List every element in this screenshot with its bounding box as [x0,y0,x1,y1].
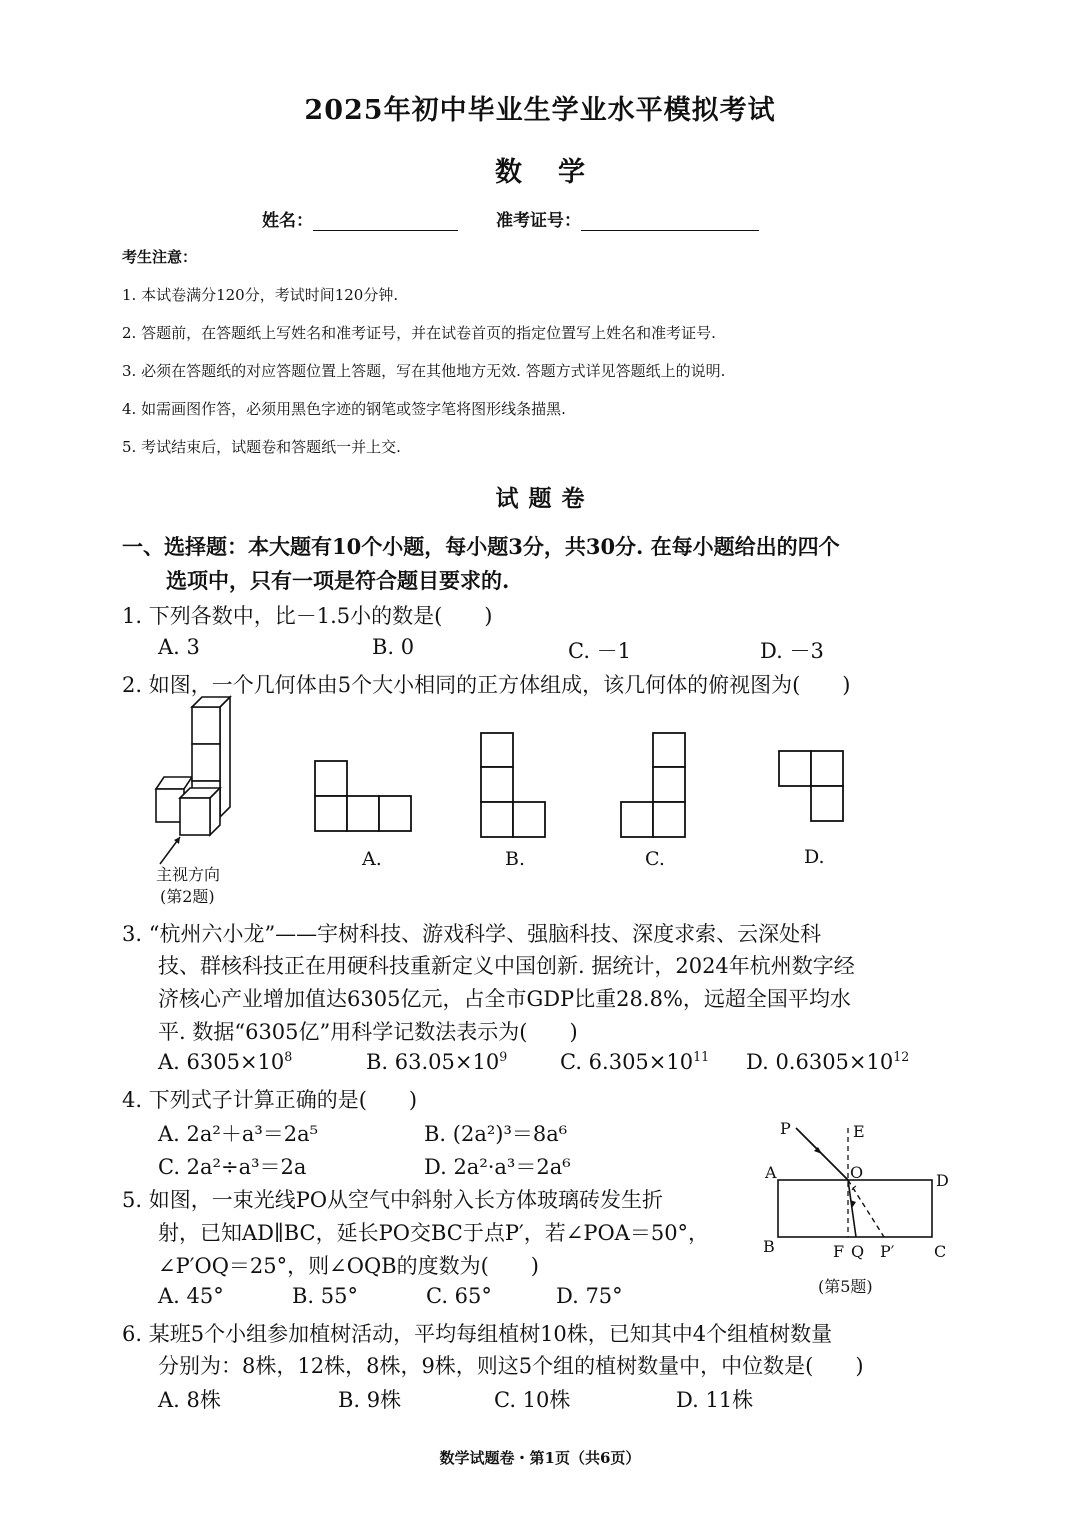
q3-option-a[interactable] [158,1050,292,1074]
part1-heading: 一、选择题：本大题有10个小题，每小题3分，共30分. 在每小题给出的四个 [122,534,840,559]
name-blank[interactable] [313,210,458,231]
q5-point-a: A [765,1163,777,1182]
name-label: 姓名： [262,211,313,231]
q6-option-a[interactable]: A. 8株 [158,1388,221,1412]
q5-point-o: O [850,1163,864,1182]
q1-option-c[interactable]: C. －1 [568,639,632,663]
q5-option-d[interactable]: D. 75° [556,1284,623,1308]
q3-option-b-exponent: 9 [499,1049,508,1064]
q2-option-a-figure[interactable] [314,760,412,832]
q2-option-d-figure[interactable] [778,750,844,822]
q5-point-d: D [936,1171,949,1190]
q2-option-b-figure[interactable] [480,732,546,838]
part1-heading-cont: 选项中，只有一项是符合题目要求的. [166,568,510,593]
notice-item: 4. 如需画图作答，必须用黑色字迹的钢笔或签字笔将图形线条描黑. [122,400,566,418]
q4-option-b[interactable]: B. (2a²)³＝8a⁶ [424,1122,568,1146]
q4-option-c[interactable]: C. 2a²÷a³＝2a [158,1155,307,1179]
q3-option-b[interactable] [366,1050,507,1074]
q3-option-d[interactable] [746,1050,909,1074]
notice-item: 5. 考试结束后，试题卷和答题纸一并上交. [122,438,401,456]
q6-option-b[interactable]: B. 9株 [338,1388,402,1412]
q2-option-c[interactable]: C. [645,848,665,870]
q4-option-d[interactable]: D. 2a²·a³＝2a⁶ [424,1155,571,1179]
q5-point-b: B [763,1237,775,1256]
q5-line-3: ∠P′OQ＝25°，则∠OQB的度数为( ) [158,1254,539,1278]
notice-item: 2. 答题前，在答题纸上写姓名和准考证号，并在试卷首页的指定位置写上姓名和准考证号. [122,324,716,342]
q5-figure-caption: (第5题) [818,1277,873,1296]
exam-title: 2025年初中毕业生学业水平模拟考试 [304,95,776,126]
q5-point-p-prime: P′ [880,1242,895,1261]
q2-front-view-label: 主视方向 [156,865,221,884]
q3-line-4: 平. 数据“6305亿”用科学记数法表示为( ) [158,1020,578,1044]
q3-option-d-exponent: 12 [893,1049,910,1064]
q1-option-b[interactable]: B. 0 [372,635,415,659]
q4-option-a[interactable]: A. 2a²＋a³＝2a⁵ [158,1122,319,1146]
q2-option-c-figure[interactable] [620,732,686,838]
q2-stem: 2. 如图，一个几何体由5个大小相同的正方体组成，该几何体的俯视图为( ) [122,673,851,697]
q3-option-a-exponent: 8 [284,1049,293,1064]
q2-figure-caption: (第2题) [160,887,215,906]
q5-point-e: E [853,1122,865,1141]
q2-option-b[interactable]: B. [505,848,526,870]
q5-point-q: Q [851,1242,865,1261]
q3-option-c-exponent: 11 [693,1049,710,1064]
q3-line-2: 技、群核科技正在用硬科技重新定义中国创新. 据统计，2024年杭州数字经 [158,954,855,978]
q3-option-c[interactable] [560,1050,709,1074]
q5-line-1: 5. 如图，一束光线PO从空气中斜射入长方体玻璃砖发生折 [122,1188,664,1212]
page-footer: 数学试题卷・第1页（共6页） [439,1449,641,1467]
q3-line-1: 3. “杭州六小龙”——宇树科技、游戏科学、强脑科技、深度求索、云深处科 [122,922,822,946]
q5-option-b[interactable]: B. 55° [292,1284,359,1308]
section-title: 试题卷 [495,485,595,512]
notice-heading: 考生注意： [122,248,198,266]
exam-id-blank[interactable] [581,210,759,231]
q6-option-d[interactable]: D. 11株 [676,1388,754,1412]
q5-point-c: C [934,1242,947,1261]
q1-option-a[interactable]: A. 3 [158,635,200,659]
q5-option-c[interactable]: C. 65° [426,1284,492,1308]
q5-line-2: 射，已知AD∥BC，延长PO交BC于点P′，若∠POA＝50°， [158,1221,710,1245]
notice-item: 1. 本试卷满分120分，考试时间120分钟. [122,286,399,304]
q6-line-1: 6. 某班5个小组参加植树活动，平均每组植树10株，已知其中4个组植树数量 [122,1322,833,1346]
q6-option-c[interactable]: C. 10株 [494,1388,571,1412]
q3-line-3: 济核心产业增加值达6305亿元，占全市GDP比重28.8%，远超全国平均水 [158,987,851,1011]
q5-point-p: P [780,1119,791,1138]
name-field[interactable] [262,206,458,231]
exam-id-label: 准考证号： [496,211,581,231]
subject-title: 数学 [495,157,621,188]
q3-option-b-base: B. 63.05×10 [366,1050,500,1074]
q4-stem: 4. 下列式子计算正确的是( ) [122,1088,418,1112]
q2-option-d[interactable]: D. [804,846,825,868]
q2-cube-figure [150,697,250,877]
q3-option-a-base: A. 6305×10 [158,1050,285,1074]
q3-option-c-base: C. 6.305×10 [560,1050,694,1074]
notice-item: 3. 必须在答题纸的对应答题位置上答题，写在其他地方无效. 答题方式详见答题纸上的说明. [122,362,726,380]
q1-option-d[interactable]: D. －3 [760,639,824,663]
exam-id-field[interactable] [496,206,759,231]
q5-option-a[interactable]: A. 45° [158,1284,224,1308]
q6-line-2: 分别为：8株，12株，8株，9株，则这5个组的植树数量中，中位数是( ) [158,1354,864,1378]
q5-point-f: F [833,1242,845,1261]
q1-stem: 1. 下列各数中，比－1.5小的数是( ) [122,604,493,628]
q2-option-a[interactable]: A. [362,848,382,870]
q3-option-d-base: D. 0.6305×10 [746,1050,894,1074]
